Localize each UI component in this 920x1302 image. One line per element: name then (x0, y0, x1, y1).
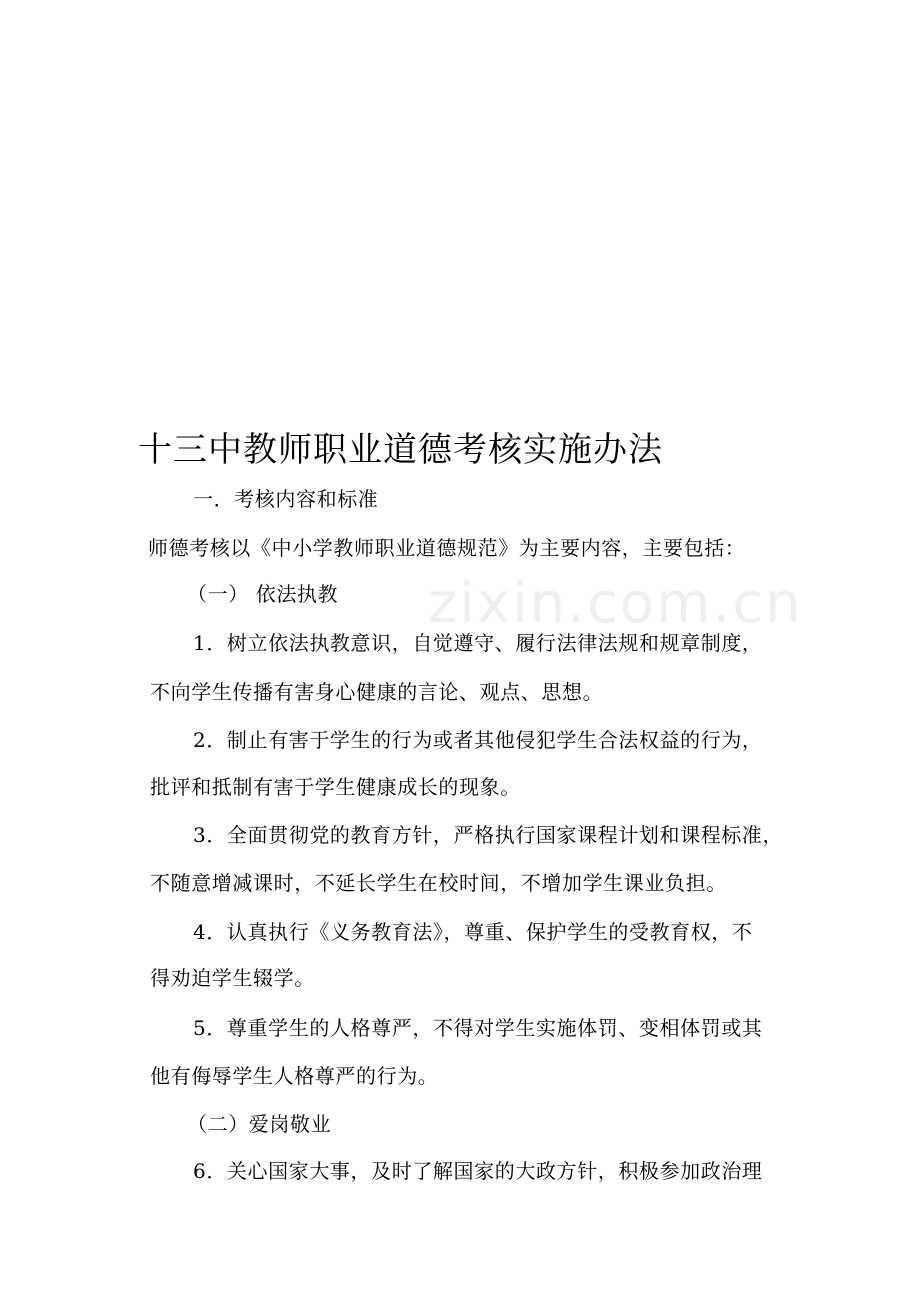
item-1-line-1: 1．树立依法执教意识，自觉遵守、履行法律法规和规章制度， (193, 631, 763, 655)
section-heading: 一．考核内容和标准 (193, 487, 379, 511)
item-5-line-1: 5．尊重学生的人格尊严，不得对学生实施体罚、变相体罚或其 (193, 1016, 763, 1040)
item-4-line-2: 得劝迫学生辍学。 (150, 966, 315, 990)
item-6-line-1: 6．关心国家大事，及时了解国家的大政方针，积极参加政治理 (193, 1159, 763, 1183)
item-2-line-2: 批评和抵制有害于学生健康成长的现象。 (150, 775, 521, 799)
watermark: zixin.com.cn (428, 571, 803, 636)
subsection-heading: （二）爱岗敬业 (187, 1112, 332, 1136)
item-3-line-2: 不随意增减课时，不延长学生在校时间，不增加学生课业负担。 (150, 871, 727, 895)
subsection-heading: （一） 依法执教 (187, 582, 339, 606)
item-4-line-1: 4．认真执行《义务教育法》，尊重、保护学生的受教育权，不 (193, 920, 753, 944)
intro-paragraph: 师德考核以《中小学教师职业道德规范》为主要内容，主要包括： (148, 536, 746, 560)
item-2-line-1: 2．制止有害于学生的行为或者其他侵犯学生合法权益的行为， (193, 728, 763, 752)
item-1-line-2: 不向学生传播有害身心健康的言论、观点、思想。 (150, 680, 604, 704)
item-5-line-2: 他有侮辱学生人格尊严的行为。 (150, 1064, 439, 1088)
document-title: 十三中教师职业道德考核实施办法 (138, 430, 663, 470)
item-3-line-1: 3．全面贯彻党的教育方针，严格执行国家课程计划和课程标准， (193, 823, 784, 847)
